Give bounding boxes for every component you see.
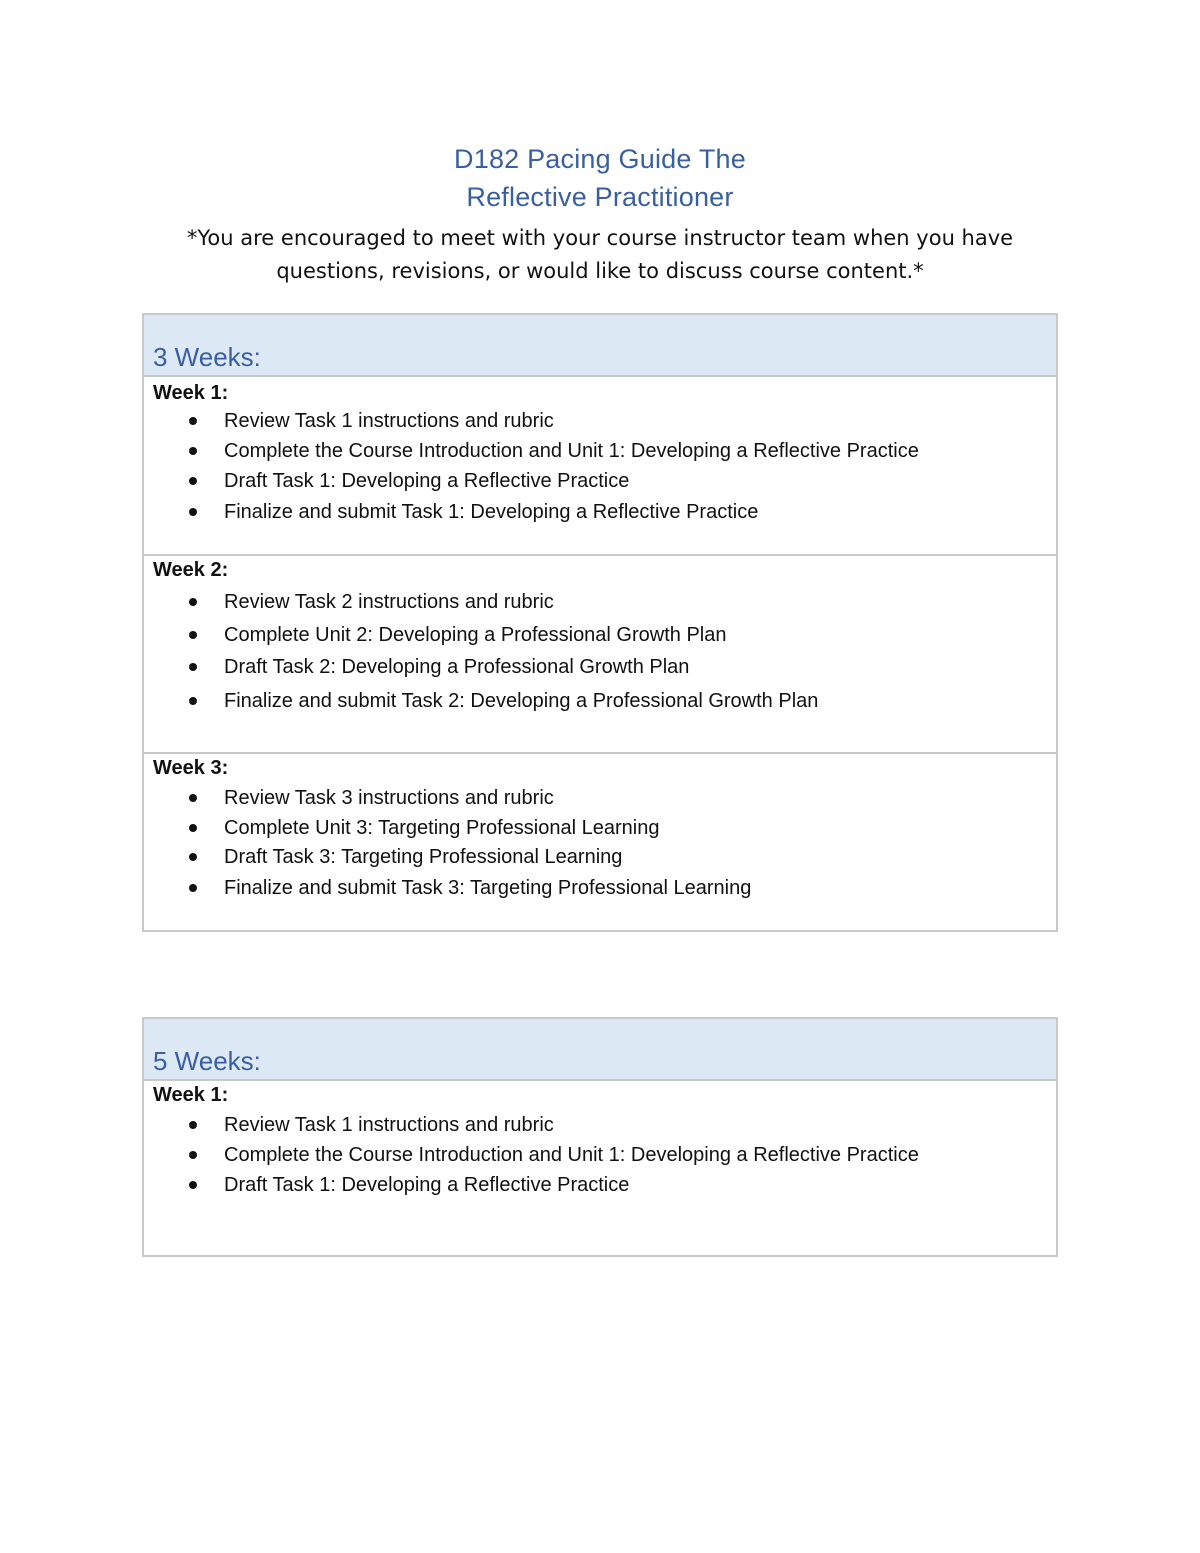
task-item: Review Task 3 instructions and rubric <box>224 787 554 809</box>
week-label: Week 2: <box>153 559 229 581</box>
task-item: Review Task 2 instructions and rubric <box>224 591 554 613</box>
task-item: Draft Task 1: Developing a Reflective Practice <box>224 470 630 492</box>
five-week-plan-header <box>144 1019 1056 1081</box>
task-item: Finalize and submit Task 1: Developing a Reflective Practice <box>224 501 759 523</box>
task-item: Review Task 1 instructions and rubric <box>224 1114 554 1136</box>
task-item: Finalize and submit Task 2: Developing a Professional Growth Plan <box>224 690 819 712</box>
three-week-plan-week-1 <box>144 377 1056 556</box>
bullet-icon <box>189 598 197 606</box>
bullet-icon <box>189 884 197 892</box>
three-week-plan-week-2 <box>144 556 1056 754</box>
task-item: Draft Task 1: Developing a Reflective Practice <box>224 1174 630 1196</box>
week-label: Week 1: <box>153 1084 229 1106</box>
bullet-icon <box>189 447 197 455</box>
bullet-icon <box>189 417 197 425</box>
five-week-plan-heading: 5 Weeks: <box>153 1046 261 1076</box>
task-item: Complete Unit 2: Developing a Professional Growth Plan <box>224 624 727 646</box>
task-item: Draft Task 2: Developing a Professional Growth Plan <box>224 656 690 678</box>
week-label: Week 1: <box>153 382 229 404</box>
instructor-note: *You are encouraged to meet with your course instructor team when you have questions, revisions, or would like to discuss course content.* <box>186 226 1014 283</box>
three-week-plan-week-3 <box>144 754 1056 929</box>
document-title-line-2: Reflective Practitioner <box>466 182 734 212</box>
bullet-icon <box>189 477 197 485</box>
five-week-plan-table <box>142 1017 1058 1257</box>
document-title-line-1: D182 Pacing Guide The <box>454 144 746 174</box>
bullet-icon <box>189 631 197 639</box>
task-item: Complete the Course Introduction and Unit 1: Developing a Reflective Practice <box>224 440 919 462</box>
five-week-plan-week-1 <box>144 1081 1056 1255</box>
three-week-plan-heading: 3 Weeks: <box>153 342 261 372</box>
three-week-plan-header <box>144 315 1056 377</box>
task-item: Complete the Course Introduction and Unit 1: Developing a Reflective Practice <box>224 1144 919 1166</box>
task-item: Draft Task 3: Targeting Professional Learning <box>224 846 623 868</box>
bullet-icon <box>189 508 197 516</box>
three-week-plan-table <box>142 313 1058 932</box>
bullet-icon <box>189 663 197 671</box>
bullet-icon <box>189 1151 197 1159</box>
bullet-icon <box>189 853 197 861</box>
bullet-icon <box>189 794 197 802</box>
week-label: Week 3: <box>153 757 229 779</box>
bullet-icon <box>189 1121 197 1129</box>
task-item: Review Task 1 instructions and rubric <box>224 410 554 432</box>
bullet-icon <box>189 824 197 832</box>
task-item: Complete Unit 3: Targeting Professional Learning <box>224 817 660 839</box>
bullet-icon <box>189 697 197 705</box>
bullet-icon <box>189 1181 197 1189</box>
task-item: Finalize and submit Task 3: Targeting Professional Learning <box>224 877 752 899</box>
